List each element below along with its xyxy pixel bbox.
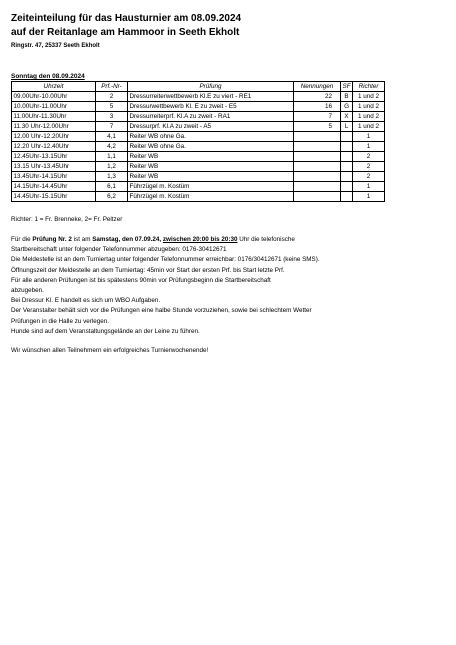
document-title-line-1: Zeiteinteilung für das Hausturnier am 08.09.2024	[11, 13, 242, 24]
cell-entries	[294, 132, 341, 142]
cell-judge: 1	[353, 142, 385, 152]
column-header-exam-number: Prf.-Nr-	[96, 82, 128, 92]
time-window-highlight: zwischen 20:00 bis 20:30	[162, 236, 238, 243]
cell-judge: 1 und 2	[353, 112, 385, 122]
info-line-8: Der Veranstalter behält sich vor die Prüfungen eine halbe Stunde vorzuziehen, sowie bei schlechtem Wetter	[11, 307, 312, 315]
cell-entries	[294, 192, 341, 202]
info-line-4: Öffnungszeit der Meldestelle an dem Turniertag: 45min vor Start der ersten Prf. bis Start letzte Prf.	[11, 266, 285, 274]
cell-entries: 22	[294, 92, 341, 102]
table-row	[12, 152, 385, 162]
cell-judge: 2	[353, 152, 385, 162]
day-heading: Sonntag den 08.09.2024	[11, 73, 85, 80]
table-row	[12, 172, 385, 182]
table-row	[12, 112, 385, 122]
cell-judge: 1	[353, 192, 385, 202]
table-row	[12, 132, 385, 142]
column-header-judge: Richter	[353, 82, 385, 92]
cell-time: 11.30 Uhr-12.00Uhr	[12, 122, 96, 132]
cell-time: 14.15Uhr-14.45Uhr	[12, 182, 96, 192]
cell-sf	[341, 142, 353, 152]
cell-time: 14.45Uhr-15.15Uhr	[12, 192, 96, 202]
table-row	[12, 162, 385, 172]
document-page	[11, 12, 449, 355]
cell-sf	[341, 172, 353, 182]
cell-judge: 2	[353, 172, 385, 182]
cell-exam-number: 4,1	[96, 132, 128, 142]
column-header-entries: Nennungen	[294, 82, 341, 92]
cell-time: 13.45Uhr-14.15Uhr	[12, 172, 96, 182]
info-text: ist am	[71, 236, 93, 243]
cell-time: 10.00Uhr-11.00Uhr	[12, 102, 96, 112]
schedule-body	[12, 92, 385, 202]
cell-exam-number: 1,2	[96, 162, 128, 172]
cell-exam-number: 1,3	[96, 172, 128, 182]
cell-time: 11.00Uhr-11.30Uhr	[12, 112, 96, 122]
cell-exam: Dressurwettbewerb Kl. E zu zweit - E5	[128, 102, 294, 112]
table-row	[12, 92, 385, 102]
table-header-row	[12, 82, 385, 92]
cell-exam-number: 4,2	[96, 142, 128, 152]
document-title-line-2: auf der Reitanlage am Hammoor in Seeth Ekholt	[11, 27, 240, 38]
info-line-10: Hunde sind auf dem Veranstaltungsgelände an der Leine zu führen.	[11, 327, 200, 335]
column-header-exam: Prüfung	[128, 82, 294, 92]
info-line-9: Prüfungen in die Halle zu verlegen.	[11, 317, 110, 325]
cell-exam: Führzügel m. Kostüm	[128, 192, 294, 202]
info-line-2: Startbereitschaft unter folgender Telefonnummer abzugeben: 0176-30412671	[11, 246, 227, 254]
cell-judge: 1 und 2	[353, 122, 385, 132]
cell-judge: 2	[353, 162, 385, 172]
cell-time: 12.00 Uhr-12.20Uhr	[12, 132, 96, 142]
cell-exam: Führzügel m. Kostüm	[128, 182, 294, 192]
cell-exam: Reiter WB	[128, 172, 294, 182]
cell-time: 12.20 Uhr-12.40Uhr	[12, 142, 96, 152]
table-row	[12, 192, 385, 202]
exam-number-highlight: Prüfung Nr. 2	[32, 236, 72, 243]
info-line-3: Die Meldestelle ist an dem Turniertag unter folgender Telefonnummer erreichbar: 0176/30412671 (keine SMS).	[11, 256, 320, 264]
column-header-sf: SF	[342, 82, 351, 90]
cell-entries	[294, 162, 341, 172]
info-text: Für die	[11, 236, 33, 243]
date-highlight: Samstag, den 07.09.24,	[92, 236, 163, 243]
table-row	[12, 142, 385, 152]
cell-sf	[341, 162, 353, 172]
cell-exam-number: 5	[96, 102, 128, 112]
schedule-table	[11, 81, 385, 202]
cell-sf: G	[341, 102, 353, 112]
cell-exam: Reiter WB ohne Ga.	[128, 142, 294, 152]
cell-time: 12.45Uhr-13.15Uhr	[12, 152, 96, 162]
cell-exam: Dressurreiterprf. Kl.A zu zweit - RA1	[128, 112, 294, 122]
cell-exam-number: 6,2	[96, 192, 128, 202]
table-row	[12, 122, 385, 132]
info-line-6: abzugeben.	[11, 287, 44, 295]
cell-judge: 1	[353, 182, 385, 192]
cell-entries	[294, 182, 341, 192]
column-header-time: Uhrzeit	[12, 82, 96, 92]
cell-judge: 1	[353, 132, 385, 142]
info-block	[11, 235, 449, 337]
cell-time: 09.00Uhr-10.00Uhr	[12, 92, 96, 102]
table-row	[12, 182, 385, 192]
cell-entries	[294, 172, 341, 182]
cell-sf	[341, 192, 353, 202]
cell-sf: L	[341, 122, 353, 132]
cell-sf: X	[341, 112, 353, 122]
cell-exam-number: 1,1	[96, 152, 128, 162]
cell-exam: Reiter WB	[128, 152, 294, 162]
cell-exam-number: 3	[96, 112, 128, 122]
venue-address: Ringstr. 47, 25337 Seeth Ekholt	[11, 43, 100, 49]
cell-exam: Reiter WB ohne Ga.	[128, 132, 294, 142]
info-line-7: Bei Dressur Kl. E handelt es sich um WBO Aufgaben.	[11, 297, 161, 305]
cell-exam: Reiter WB	[128, 162, 294, 172]
cell-entries: 7	[294, 112, 341, 122]
cell-exam: Dressurreiterwettbewerb Kl.E zu viert - RE1	[128, 92, 294, 102]
table-row	[12, 102, 385, 112]
cell-entries: 5	[294, 122, 341, 132]
cell-sf	[341, 152, 353, 162]
cell-exam-number: 6,1	[96, 182, 128, 192]
cell-sf	[341, 132, 353, 142]
info-line-5: Für alle anderen Prüfungen ist bis spätestens 90min vor Prüfungsbeginn die Startbereitschaft	[11, 276, 271, 284]
closing-line: Wir wünschen allen Teilnehmern ein erfolgreiches Turnierwochenende!	[11, 347, 209, 355]
cell-sf: B	[341, 92, 353, 102]
cell-judge: 1 und 2	[353, 92, 385, 102]
cell-exam: Dressurprf. Kl.A zu zweit - A5	[128, 122, 294, 132]
cell-sf	[341, 182, 353, 192]
info-line-1	[11, 235, 449, 245]
cell-judge: 1 und 2	[353, 102, 385, 112]
cell-time: 13.15 Uhr-13.45Uhr	[12, 162, 96, 172]
cell-exam-number: 7	[96, 122, 128, 132]
info-text: Uhr die telefonische	[237, 236, 295, 243]
cell-entries	[294, 142, 341, 152]
cell-entries: 16	[294, 102, 341, 112]
judges-legend: Richter: 1 = Fr. Brenneke, 2= Fr. Peltzer	[11, 216, 123, 223]
cell-entries	[294, 152, 341, 162]
cell-exam-number: 2	[96, 92, 128, 102]
